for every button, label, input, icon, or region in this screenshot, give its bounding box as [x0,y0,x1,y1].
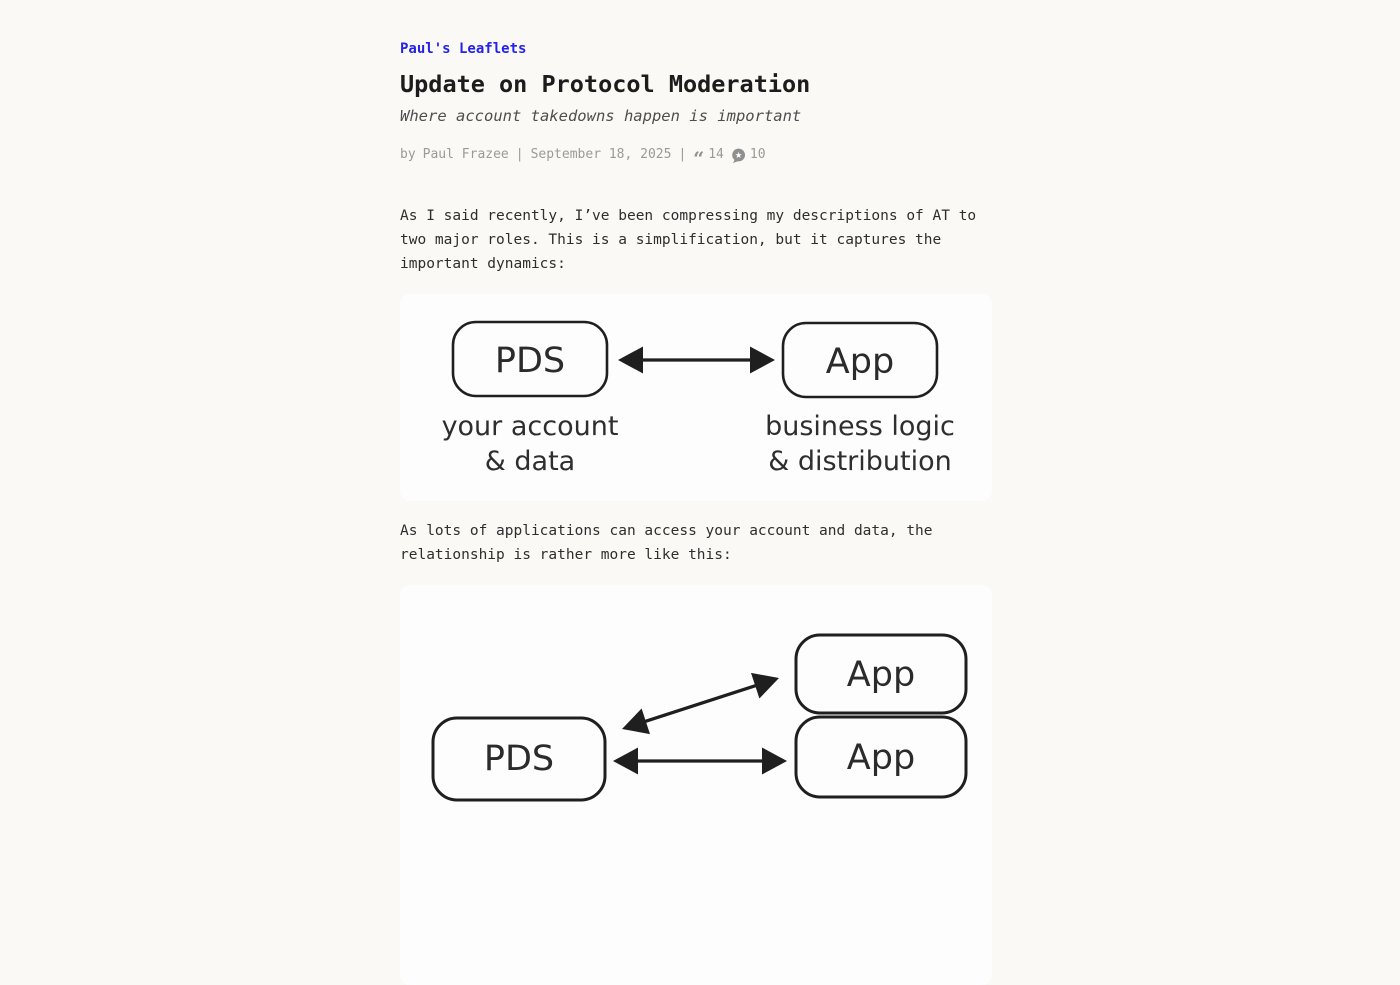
pds-node-label: PDS [494,341,566,381]
comment-count-stat [731,147,766,162]
comment-bubble-star-icon [731,148,746,163]
byline-by: by [400,147,416,162]
article-paragraph-1: As I said recently, I’ve been compressing my descriptions of AT to two major roles. This is a simplification, but it captures the important dynamics: [400,208,977,272]
svg-text:★: ★ [734,151,743,161]
app-bottom-node-label: App [846,738,916,778]
page-title: Update on Protocol Moderation [400,70,811,98]
site-name-link[interactable]: Paul's Leaflets [400,41,527,57]
article-paragraph-2: As lots of applications can access your account and data, the relationship is rather more like this: [400,523,933,563]
pds-app-diagram [400,294,992,501]
byline-separator: | [515,147,524,162]
byline-separator: | [678,147,687,162]
quote-count: 14 [708,147,724,162]
byline-author: Paul Frazee [422,147,509,162]
pds-node-label: PDS [483,739,555,779]
diagram-card-1 [400,294,992,501]
diagram-card-2 [400,585,992,985]
pds-caption-line1: your account [441,411,619,442]
app-caption-line2: & distribution [768,446,952,477]
byline-date: September 18, 2025 [530,147,672,162]
pds-caption-line2: & data [484,446,576,477]
quotes-icon: “ [693,147,705,170]
article-subtitle: Where account takedowns happen is important [400,107,802,125]
horizontal-bidirectional-arrow [613,748,787,775]
app-node-label: App [825,342,895,382]
app-caption-line1: business logic [765,411,955,442]
bidirectional-arrow [618,347,775,374]
diagonal-bidirectional-arrow [622,673,779,734]
pds-multi-app-diagram [400,585,992,985]
article-page [400,0,1000,985]
comment-count: 10 [749,147,766,162]
quote-count-stat [693,147,724,170]
byline [400,147,1000,170]
app-top-node-label: App [846,655,916,695]
